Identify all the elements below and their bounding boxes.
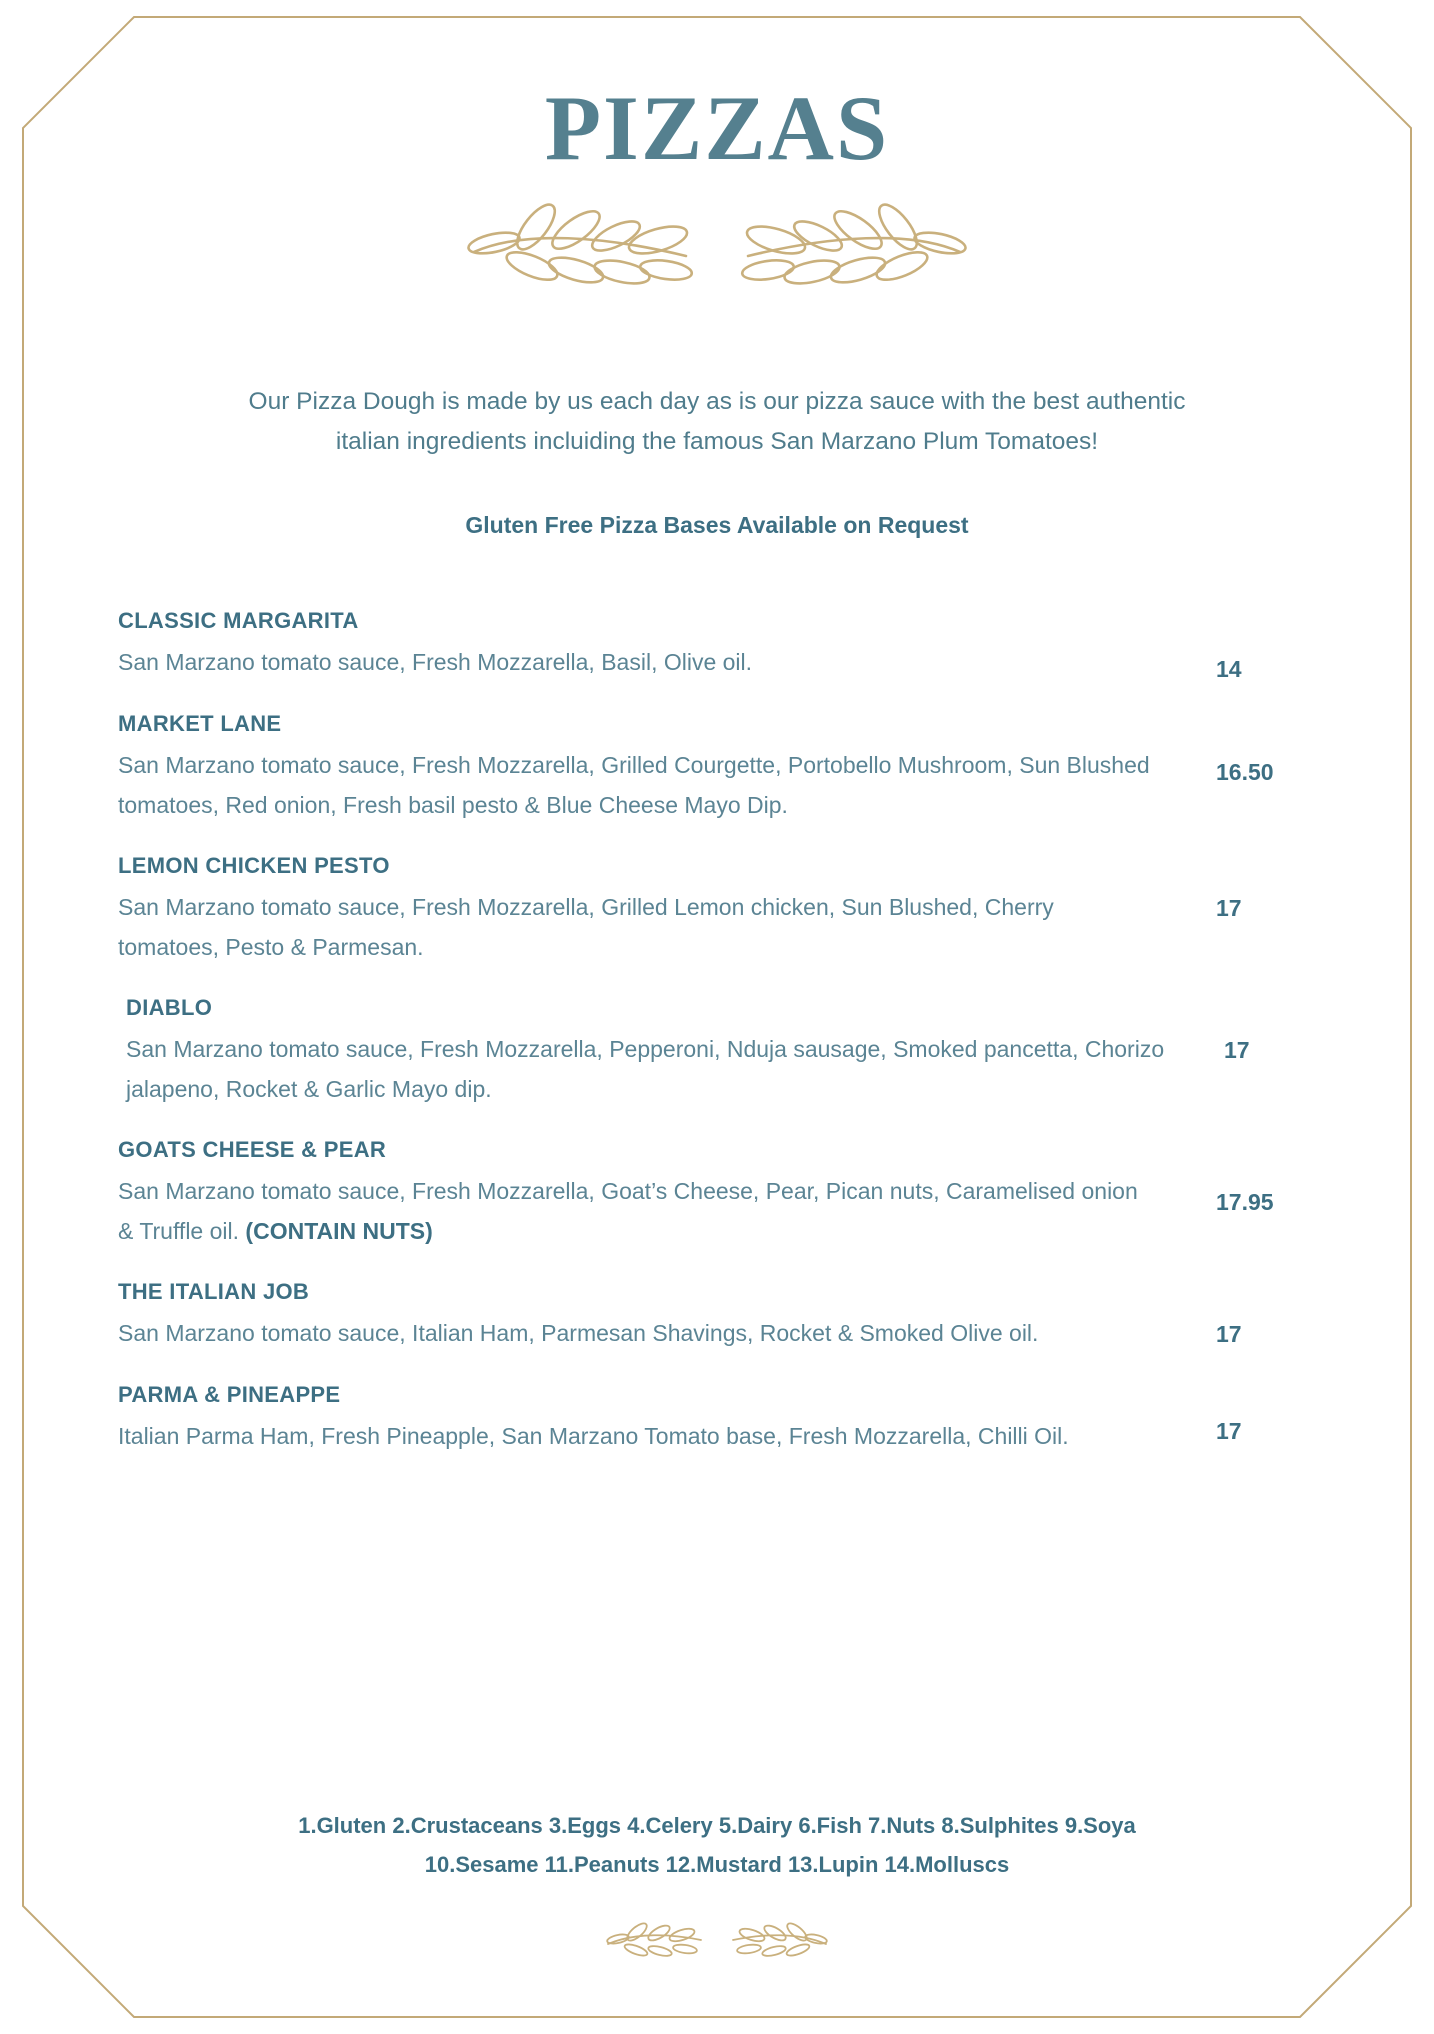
menu-item-price: 16.50 [1216, 759, 1274, 785]
allergen-line-1: 1.Gluten 2.Crustaceans 3.Eggs 4.Celery 5.Dairy 6.Fish 7.Nuts 8.Sulphites 9.Soya [298, 1813, 1136, 1838]
gluten-free-note: Gluten Free Pizza Bases Available on Request [465, 512, 969, 538]
menu-item-price: 17.95 [1216, 1189, 1274, 1216]
menu-item-description: San Marzano tomato sauce, Fresh Mozzarella, Grilled Lemon chicken, Sun Blushed, Cherry tomatoes, Pesto & Parmesan. [118, 894, 1054, 960]
menu-item-price: 17 [1216, 1417, 1242, 1444]
menu-item-price: 17 [1216, 895, 1242, 922]
menu-item-body [118, 711, 1158, 825]
menu-item-body [118, 608, 1158, 683]
small-laurel-right-icon [728, 1918, 832, 1958]
menu-item-name: MARKET LANE [118, 711, 282, 736]
allergen-line-2: 10.Sesame 11.Peanuts 12.Mustard 13.Lupin 14.Molluscs [424, 1852, 1010, 1878]
menu-item-name: LEMON CHICKEN PESTO [118, 853, 390, 879]
intro-line-2: italian ingredients incluiding the famous San Marzano Plum Tomatoes! [335, 427, 1099, 455]
laurel-branch-right-icon [740, 190, 970, 286]
menu-item-description: San Marzano tomato sauce, Italian Ham, Parmesan Shavings, Rocket & Smoked Olive oil. [118, 1320, 1039, 1347]
intro-paragraph [120, 382, 1314, 461]
laurel-branch-left-icon [464, 190, 694, 286]
menu-item-description [118, 1172, 1158, 1251]
page-title: PIZZAS [544, 77, 890, 179]
page-header [0, 77, 1434, 286]
menu-item-body [118, 1382, 1158, 1457]
menu-item-name: CLASSIC MARGARITA [118, 608, 359, 633]
menu-item [118, 711, 1318, 825]
menu-item-description: Italian Parma Ham, Fresh Pineapple, San Marzano Tomato base, Fresh Mozzarella, Chilli Oil. [118, 1422, 1069, 1449]
menu-item-price: 17 [1216, 1321, 1242, 1348]
menu-item-body [118, 995, 1166, 1109]
menu-item-name: DIABLO [126, 995, 213, 1021]
menu-item-description: San Marzano tomato sauce, Fresh Mozzarella, Basil, Olive oil. [118, 649, 753, 675]
menu-item-allergen-warning: (CONTAIN NUTS) [245, 1217, 433, 1244]
menu-item-description-text: San Marzano tomato sauce, Fresh Mozzarella, Goat’s Cheese, Pear, Pican nuts, Caramelised onion & Truffle oil. [118, 1178, 1138, 1244]
small-laurel-left-icon [602, 1918, 706, 1958]
pizza-menu-list [118, 608, 1318, 1484]
menu-item-price: 14 [1216, 656, 1242, 682]
menu-item [118, 608, 1318, 683]
allergen-key [120, 1806, 1314, 1884]
menu-item [118, 853, 1318, 967]
menu-item-description: San Marzano tomato sauce, Fresh Mozzarella, Pepperoni, Nduja sausage, Smoked pancetta, Chorizo jalapeno, Rocket & Garlic Mayo dip. [126, 1036, 1165, 1102]
laurel-decoration [0, 190, 1434, 286]
menu-item-name: GOATS CHEESE & PEAR [118, 1137, 387, 1163]
menu-item-name: PARMA & PINEAPPE [118, 1381, 341, 1407]
menu-item [118, 1137, 1318, 1251]
menu-item [118, 1279, 1318, 1354]
menu-item-description: San Marzano tomato sauce, Fresh Mozzarella, Grilled Courgette, Portobello Mushroom, Sun Blushed tomatoes, Red onion, Fresh basil pesto & Blue Cheese Mayo Dip. [118, 752, 1150, 818]
menu-item [118, 995, 1318, 1109]
footer-decoration [0, 1918, 1434, 1958]
intro-line-1: Our Pizza Dough is made by us each day as is our pizza sauce with the best authentic [248, 388, 1186, 415]
menu-item-body [118, 853, 1158, 967]
menu-item-name: THE ITALIAN JOB [118, 1279, 310, 1305]
menu-item-price: 17 [1224, 1037, 1250, 1064]
menu-item [118, 1382, 1318, 1457]
menu-item-body [118, 1279, 1158, 1354]
menu-item-body [118, 1137, 1158, 1251]
